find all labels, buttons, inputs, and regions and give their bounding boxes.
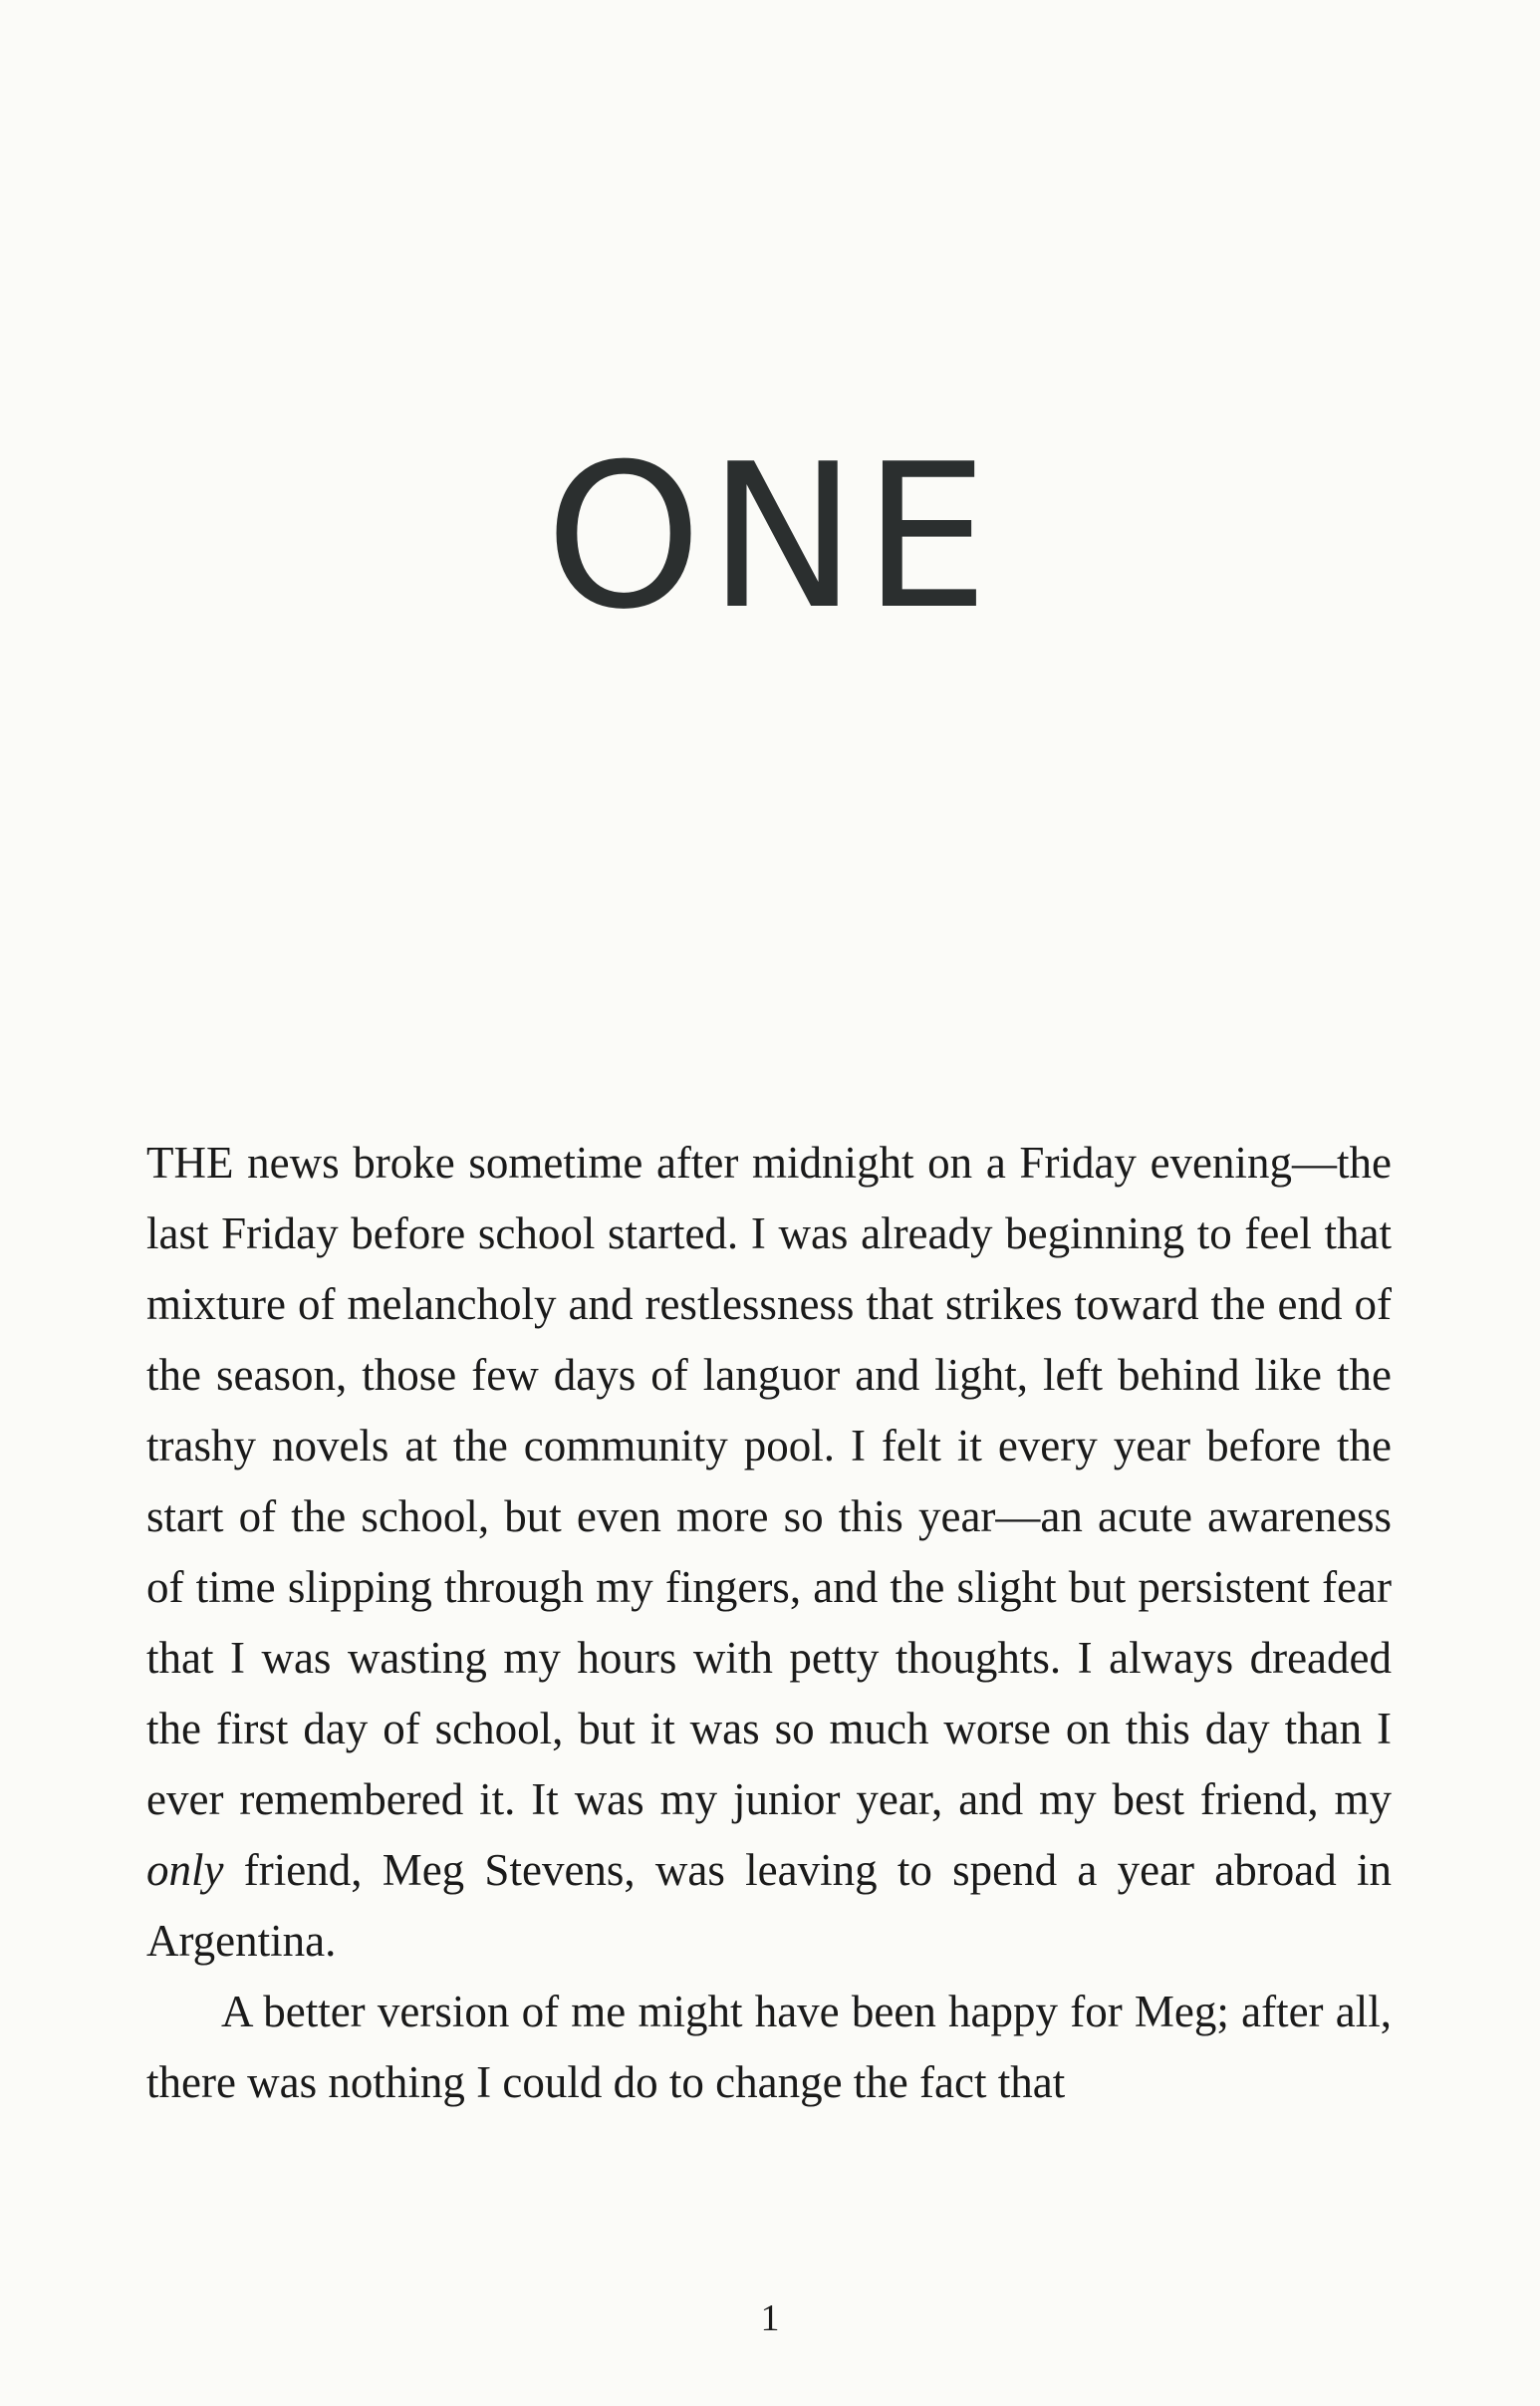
emphasis-text: only [146,1845,224,1895]
paragraph-lead: THE [146,1138,234,1188]
paragraph-1 [146,1128,1392,1977]
body-text [146,1128,1392,2118]
chapter-title: ONE [545,421,995,654]
page-number: 1 [760,2297,780,2339]
paragraph-text: friend, Meg Stevens, was leaving to spend a year abroad in Argentina. [146,1845,1392,1966]
paragraph-2: A better version of me might have been happy for Meg; after all, there was nothing I could do to change the fact that [146,1987,1392,2107]
paragraph-text: news broke sometime after midnight on a Friday evening—the last Friday before school started. I was already beginning to feel that mixture of melancholy and restlessness that strikes toward the end of the season, those few days of languor and light, left behind like the trashy novels at the community pool. I felt it every year before the start of the school, but even more so this year—an acute awareness of time slipping through my fingers, and the slight but persistent fear that I was wasting my hours with petty thoughts. I always dreaded the first day of school, but it was so much worse on this day than I ever remembered it. It was my junior year, and my best friend, my [146,1138,1392,1824]
